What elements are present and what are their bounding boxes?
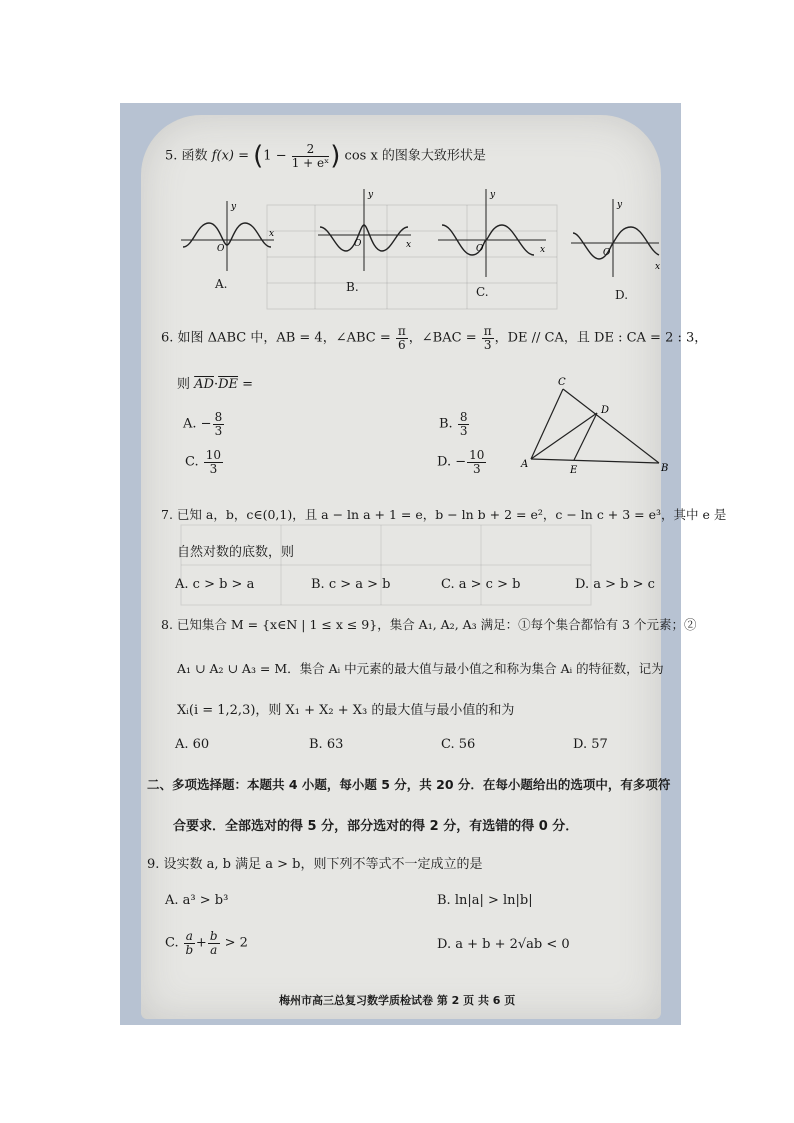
fig-label-b: B — [661, 463, 669, 474]
q6-option-d-num: 10 — [469, 448, 485, 462]
q6-frac-pi3 — [482, 325, 494, 351]
q6-option-b — [439, 411, 470, 437]
fig-label-d: D — [601, 405, 610, 416]
q5-graph-d-y-label: y — [617, 200, 623, 210]
q7-line1: 7. 已知 a，b，c∈(0,1)，且 a − ln a + 1 = e，b − ln b + 2 = e²，c − ln c + 3 = e³，其中 e 是 — [161, 507, 727, 522]
q5-frac-den: 1 + eˣ — [291, 155, 330, 170]
q8-option-c: C. 56 — [441, 737, 476, 752]
q6-triangle-figure — [521, 373, 671, 478]
photo-background — [120, 103, 727, 1025]
q6-option-d-den: 3 — [472, 461, 481, 476]
q8-line3: Xᵢ(i = 1,2,3)，则 X₁ + X₂ + X₃ 的最大值与最小值的和为 — [177, 703, 515, 718]
q6-vec-ad: $\overline{AD}$ — [194, 377, 214, 392]
q9-stem: 9. 设实数 a, b 满足 a > b，则下列不等式不一定成立的是 — [147, 857, 483, 872]
q9-option-c-den2: a — [210, 942, 218, 957]
q6-vec-de: $\overline{DE}$ — [218, 377, 239, 392]
q6-line1 — [161, 325, 707, 351]
q5-graph-a-x-label: x — [269, 229, 275, 239]
q5-graph-c-y-label: y — [490, 190, 496, 200]
q6-option-d-sign: − — [455, 454, 467, 470]
q9-option-c-den1: b — [185, 942, 194, 957]
q6-option-b-num: 8 — [459, 410, 468, 424]
q5-graph-c — [436, 185, 551, 280]
q5-graph-d-origin: O — [603, 248, 611, 258]
q7-option-a: A. c > b > a — [175, 577, 255, 592]
q6-pi-num: π — [397, 324, 406, 338]
q6-then: 则 — [177, 377, 191, 392]
q6-option-a-frac — [213, 411, 225, 437]
bleed-through-table-2 — [181, 525, 601, 615]
q8-option-d: D. 57 — [573, 737, 608, 752]
q9-option-c-plus: + — [195, 935, 207, 951]
q6-den3: 3 — [483, 337, 492, 352]
q7-option-b: B. c > a > b — [311, 577, 391, 592]
q8-line1: 8. 已知集合 M = {x∈N | 1 ≤ x ≤ 9}，集合 A₁, A₂, A₃ 满足：①每个集合都恰有 3 个元素；② — [161, 617, 697, 632]
q5-option-b: B. — [346, 280, 359, 294]
page-footer: 梅州市高三总复习数学质检试卷 第 2 页 共 6 页 — [279, 994, 516, 1007]
paren-right: ) — [330, 141, 341, 171]
q6-text-c: ，DE // CA，且 DE : CA = 2 : 3， — [494, 330, 708, 346]
q9-option-c-num1: a — [185, 929, 193, 943]
q6-frac-pi6 — [396, 325, 408, 351]
q6-option-b-den: 3 — [459, 423, 468, 438]
q6-option-a-sign: − — [200, 416, 212, 432]
section2-heading-line1: 二、多项选择题：本题共 4 小题，每小题 5 分，共 20 分．在每小题给出的选项中，有多项符 — [147, 777, 671, 792]
q6-pi-num-2: π — [483, 324, 492, 338]
q5-option-a: A. — [215, 277, 228, 291]
q6-option-c — [185, 449, 224, 475]
q9-option-c-num2: b — [209, 929, 218, 943]
q6-eq: = — [242, 377, 254, 392]
q8-option-a: A. 60 — [175, 737, 210, 752]
q5-one-minus: 1 − — [263, 148, 287, 164]
q5-option-d: D. — [615, 288, 629, 302]
q6-option-d — [437, 449, 487, 475]
q5-graph-b-y-label: y — [368, 190, 374, 200]
q9-option-c-end: > 2 — [224, 935, 248, 951]
q6-option-d-frac — [467, 449, 486, 475]
q7-line2: 自然对数的底数，则 — [177, 545, 295, 560]
q5-graph-b-x-label: x — [406, 240, 412, 250]
q5-graph-c-origin: O — [476, 244, 484, 254]
q6-den6: 6 — [398, 337, 406, 352]
q7-option-d: D. a > b > c — [575, 577, 655, 592]
q6-option-a-label: A. — [183, 416, 197, 432]
section2-heading-line2: 合要求．全部选对的得 5 分，部分选对的得 2 分，有选错的得 0 分． — [173, 819, 579, 834]
q8-option-b: B. 63 — [309, 737, 344, 752]
q5-suffix: cos x 的图象大致形状是 — [344, 148, 486, 164]
q6-option-c-frac — [204, 449, 223, 475]
q5-prefix: 5. 函数 — [165, 148, 208, 164]
q5-graph-b — [316, 185, 416, 275]
q9-option-d: D. a + b + 2√ab < 0 — [437, 937, 570, 952]
q5-graph-d — [569, 195, 664, 280]
q5-graph-a-y-label: y — [231, 202, 237, 212]
q9-option-b: B. ln|a| > ln|b| — [437, 893, 533, 908]
q9-option-c-label: C. — [165, 935, 179, 951]
q5-graph-a — [179, 195, 279, 275]
q6-line2: 则 $\overline{AD}\cdot\overline{DE}$ = — [177, 377, 254, 392]
q7-option-c: C. a > c > b — [441, 577, 521, 592]
q5-option-c: C. — [476, 285, 489, 299]
fig-label-e: E — [570, 465, 578, 476]
q8-line2: A₁ ∪ A₂ ∪ A₃ = M．集合 Aᵢ 中元素的最大值与最小值之和称为集合 Aᵢ 的特征数，记为 — [177, 661, 664, 676]
q9-option-a: A. a³ > b³ — [165, 893, 229, 908]
paren-left: ( — [253, 141, 264, 171]
q5-graph-b-origin: O — [354, 239, 362, 249]
q6-option-b-label: B. — [439, 416, 453, 432]
q9-option-c-frac2 — [208, 930, 220, 956]
q6-option-a-den: 3 — [214, 423, 223, 438]
q6-option-c-label: C. — [185, 454, 199, 470]
q6-option-c-den: 3 — [209, 461, 218, 476]
q5-fraction — [292, 143, 330, 169]
q5-graph-d-x-label: x — [655, 262, 661, 272]
q5-func: f(x) = — [211, 148, 249, 164]
exam-page — [141, 115, 727, 1019]
q6-option-a — [183, 411, 225, 437]
q5-frac-num: 2 — [292, 143, 330, 157]
q6-text-a: 6. 如图 ΔABC 中，AB = 4，∠ABC = — [161, 330, 391, 346]
q6-option-b-frac — [458, 411, 470, 437]
q5-stem — [165, 141, 486, 171]
q6-option-c-num: 10 — [205, 448, 222, 462]
fig-label-a: A — [521, 459, 529, 470]
q9-option-c-frac1 — [184, 930, 195, 956]
q9-option-c — [165, 930, 248, 956]
q5-graph-a-origin: O — [217, 244, 225, 254]
q6-text-b: ，∠BAC = — [408, 330, 477, 346]
q5-graph-c-x-label: x — [540, 245, 546, 255]
q6-option-d-label: D. — [437, 454, 452, 470]
fig-label-c: C — [558, 377, 566, 388]
q6-option-a-num: 8 — [214, 410, 223, 424]
